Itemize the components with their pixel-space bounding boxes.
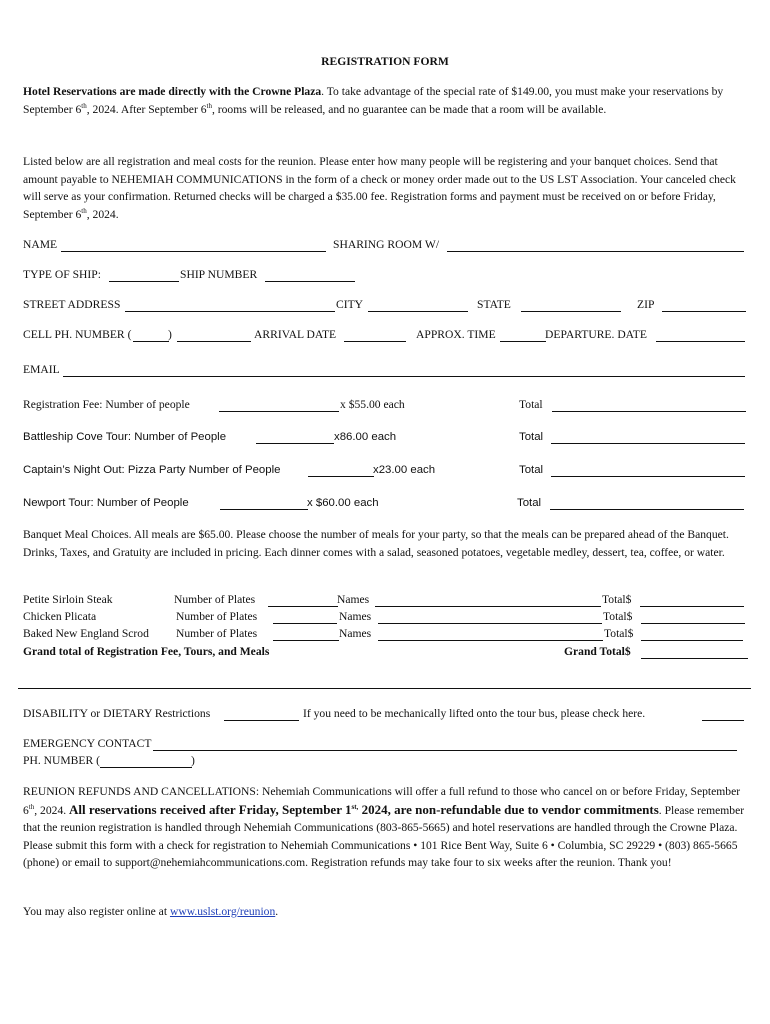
city-field[interactable]	[368, 300, 468, 312]
arrival-field[interactable]	[344, 330, 406, 342]
fee-total-field[interactable]	[552, 400, 746, 412]
meal-total-label: Total$	[602, 593, 632, 606]
emergency-label: EMERGENCY CONTACT	[23, 737, 152, 750]
meal-total-field[interactable]	[640, 595, 744, 607]
banquet-paragraph: Banquet Meal Choices. All meals are $65.00. Please choose the number of meals for your party, so that the meals can be prepared ahead of the Banquet. Drinks, Taxes, and Gratuity are included in pricing. Each dinner comes with a salad, seasoned potatoes, vegetable medley, dessert, tea, coffee, or water.	[23, 528, 729, 559]
fee-total-label: Total	[519, 464, 544, 476]
meal-row	[23, 626, 749, 642]
emergency-phone-label: PH. NUMBER (	[23, 754, 100, 767]
street-label: STREET ADDRESS	[23, 298, 121, 311]
cell-phone-label: CELL PH. NUMBER (	[23, 328, 132, 341]
fee-total-label: Total	[519, 398, 543, 411]
departure-label: DEPARTURE. DATE	[545, 328, 647, 341]
plates-label: Number of Plates	[176, 610, 258, 623]
fee-row	[23, 429, 749, 445]
phone-dates-row: CELL PH. NUMBER ( ) ARRIVAL DATE APPROX. TIME DEPARTURE. DATE	[23, 327, 749, 343]
fee-count-field[interactable]	[220, 498, 308, 510]
names-label: Names	[339, 610, 372, 623]
refunds-paragraph: REUNION REFUNDS AND CANCELLATIONS: Nehemiah Communications will offer a full refund to those who cancel on or before Friday, September 6th, 2024. All reservations received after Friday, September $1^{st,}$ 2024, are non-refundable due to vendor commitments. Please remember that the reunion registration is handled through Nehemiah Communications (803-865-5665) and hotel reservations are handled through the Crowne Plaza. Please submit this form with a check for registration to Nehemiah Communications • 101 Rice Bent Way, Suite 6 • Columbia, SC 29229 • (803) 865-5665 (phone) or email to support@nehemiahcommunications.com. Registration refunds may take four to six weeks after the reunion. Thank you!	[23, 785, 745, 870]
names-label: Names	[337, 593, 370, 606]
names-field[interactable]	[378, 629, 603, 641]
name-field[interactable]	[61, 240, 326, 252]
name-row	[23, 237, 749, 253]
disability-label: DISABILITY or DIETARY Restrictions	[23, 707, 211, 720]
grand-total-row	[23, 644, 749, 660]
hotel-intro-bold: Hotel Reservations are made directly with the Crowne Plaza	[23, 85, 322, 98]
name-label: NAME	[23, 238, 58, 251]
grand-total-total-label: Grand Total$	[564, 645, 631, 658]
fee-price: x86.00 each	[334, 431, 397, 443]
meal-name: Petite Sirloin Steak	[23, 593, 113, 606]
area-code-field[interactable]	[133, 330, 169, 342]
address-row	[23, 297, 749, 313]
emergency-field[interactable]	[153, 739, 737, 751]
meal-total-label: Total$	[603, 610, 633, 623]
form-title: REGISTRATION FORM	[321, 55, 449, 68]
grand-total-field[interactable]	[641, 647, 748, 659]
fee-total-label: Total	[517, 497, 542, 509]
sharing-room-label: SHARING ROOM W/	[333, 238, 440, 251]
fee-label: Battleship Cove Tour: Number of People	[23, 431, 227, 443]
plates-label: Number of Plates	[176, 627, 258, 640]
grand-total-label: Grand total of Registration Fee, Tours, and Meals	[23, 645, 270, 658]
ship-type-label: TYPE OF SHIP:	[23, 268, 101, 281]
fee-row	[23, 462, 749, 478]
non-refundable-notice: All reservations received after Friday, September 1	[69, 801, 352, 817]
reunion-link[interactable]: www.uslst.org/reunion	[169, 905, 276, 918]
meal-row	[23, 609, 749, 625]
plates-field[interactable]	[268, 595, 338, 607]
names-field[interactable]	[378, 612, 602, 624]
state-field[interactable]	[521, 300, 621, 312]
names-label: Names	[339, 627, 372, 640]
street-field[interactable]	[125, 300, 335, 312]
plates-field[interactable]	[273, 612, 337, 624]
fee-total-field[interactable]	[551, 432, 745, 444]
emergency-row	[23, 736, 749, 752]
online-registration: You may also register online at www.uslst.org/reunion.	[23, 905, 279, 918]
ship-number-field[interactable]	[265, 270, 355, 282]
email-field[interactable]	[63, 365, 745, 377]
meal-total-field[interactable]	[641, 629, 743, 641]
fee-total-field[interactable]	[550, 498, 744, 510]
meal-name: Baked New England Scrod	[23, 627, 149, 640]
meal-name: Chicken Plicata	[23, 610, 97, 623]
fee-label: Registration Fee: Number of people	[23, 398, 190, 411]
arrival-label: ARRIVAL DATE	[254, 328, 337, 341]
fee-price: x $60.00 each	[307, 497, 379, 509]
ship-row	[23, 267, 749, 283]
plates-field[interactable]	[273, 629, 339, 641]
names-field[interactable]	[375, 595, 601, 607]
email-label: EMAIL	[23, 363, 60, 376]
state-label: STATE	[477, 298, 511, 311]
fee-price: x23.00 each	[373, 464, 436, 476]
meal-total-field[interactable]	[641, 612, 745, 624]
approx-time-field[interactable]	[500, 330, 546, 342]
fee-count-field[interactable]	[256, 432, 334, 444]
hotel-intro-paragraph: Hotel Reservations are made directly with the Crowne Plaza. To take advantage of the special rate of $149.00, you must make your reservations by September 6th, 2024. After September 6th, rooms will be released, and no guarantee can be made that a room will be available.	[23, 85, 724, 116]
lift-check-field[interactable]	[702, 709, 744, 721]
fee-price: x $55.00 each	[340, 398, 405, 411]
fee-count-field[interactable]	[308, 465, 374, 477]
plates-label: Number of Plates	[174, 593, 256, 606]
costs-paragraph: Listed below are all registration and meal costs for the reunion. Please enter how many people will be registering and your banquet choices. Send that amount payable to NEHEMIAH COMMUNICATIONS in the form of a check or money order made out to the US LST Association. Your canceled check will serve as your confirmation. Returned checks will be charged a $35.00 fee. Registration forms and payment must be received on or before Friday, September 6th, 2024.	[23, 155, 736, 221]
disability-field[interactable]	[224, 709, 299, 721]
ship-number-label: SHIP NUMBER	[180, 268, 258, 281]
fee-row	[23, 495, 749, 511]
email-row	[23, 362, 749, 378]
disability-row	[23, 706, 749, 722]
sharing-room-field[interactable]	[447, 240, 744, 252]
departure-field[interactable]	[656, 330, 745, 342]
emergency-phone-field[interactable]	[100, 756, 192, 768]
meal-total-label: Total$	[604, 627, 634, 640]
approx-time-label: APPROX. TIME	[416, 328, 496, 341]
city-label: CITY	[336, 298, 364, 311]
zip-label: ZIP	[637, 298, 655, 311]
lift-label: If you need to be mechanically lifted onto the tour bus, please check here.	[303, 707, 646, 720]
fee-label: Captain’s Night Out: Pizza Party Number of People	[23, 464, 281, 476]
fee-count-field[interactable]	[219, 400, 339, 412]
fee-row	[23, 397, 749, 413]
fee-total-label: Total	[519, 431, 544, 443]
fee-label: Newport Tour: Number of People	[23, 497, 189, 509]
cell-phone-field[interactable]	[177, 330, 251, 342]
meal-row	[23, 592, 749, 608]
ship-type-field[interactable]	[109, 270, 179, 282]
fee-total-field[interactable]	[551, 465, 745, 477]
emergency-phone-row: PH. NUMBER ( )	[23, 754, 195, 767]
zip-field[interactable]	[662, 300, 746, 312]
section-divider	[18, 688, 751, 689]
